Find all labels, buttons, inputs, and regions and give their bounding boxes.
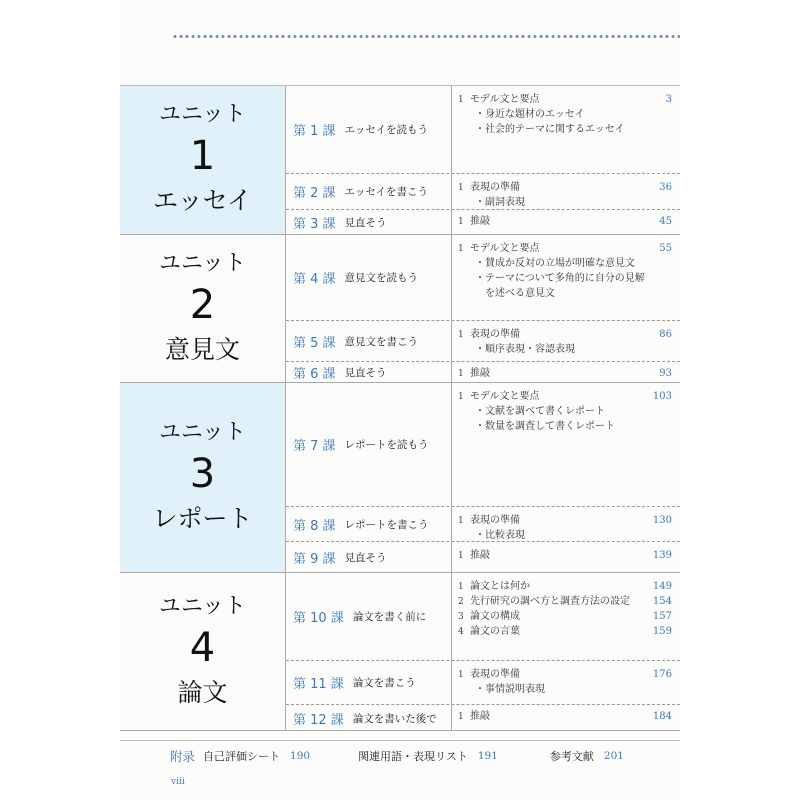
lesson-number: 第 4 課: [293, 272, 336, 287]
item-text: 推敲: [470, 216, 490, 227]
item-page-number: 159: [652, 626, 672, 637]
lesson-row[interactable]: [286, 86, 680, 174]
lesson-row[interactable]: [286, 235, 680, 321]
lesson-contents: [452, 542, 680, 573]
lesson-number: 第 12 課: [293, 712, 344, 728]
item-text: 推敲: [470, 711, 490, 722]
item-page-number: 149: [652, 581, 672, 592]
contents-item: [458, 389, 674, 404]
lesson-name: [286, 235, 452, 320]
lesson-contents: [452, 210, 680, 235]
lesson-title: 見直そう: [344, 217, 387, 229]
lesson-title: 見直そう: [344, 552, 387, 564]
unit-block: [120, 383, 680, 573]
appendix-item-title: 自己評価シート: [203, 749, 281, 763]
sub-item: ・順序表現・容認表現: [475, 344, 575, 355]
lesson-row[interactable]: [286, 362, 680, 383]
appendix-item-page: 201: [603, 749, 624, 762]
contents-item: [458, 548, 674, 563]
unit-label: [120, 383, 286, 572]
lesson-title: 論文を書く前に: [352, 611, 427, 623]
appendix-item-title: 参考文献: [549, 749, 594, 763]
item-page-number: 86: [659, 329, 672, 340]
dotted-rule: [172, 34, 680, 44]
lesson-title: エッセイを読もう: [344, 124, 429, 136]
item-number: 1: [458, 392, 464, 402]
item-page-number: 103: [652, 391, 672, 402]
lesson-contents: [452, 86, 680, 173]
contents-item: [458, 92, 674, 107]
unit-name: エッセイ: [153, 186, 252, 215]
item-page-number: 55: [659, 243, 672, 254]
lesson-number: 第 6 課: [293, 367, 336, 382]
item-number: 2: [458, 597, 464, 607]
lesson-contents: [452, 362, 680, 383]
contents-item: [458, 624, 674, 639]
lesson-contents: [452, 321, 680, 361]
lesson-number: 第 11 課: [293, 677, 344, 692]
lesson-row[interactable]: [286, 210, 680, 235]
lesson-title: レポートを読もう: [344, 439, 429, 451]
lesson-title: レポートを書こう: [344, 518, 429, 531]
item-page-number: 36: [659, 182, 672, 193]
appendix-item-title: 関連用語・表現リスト: [358, 749, 468, 763]
unit-heading: ユニット: [158, 250, 247, 276]
item-text: 論文の構成: [470, 611, 520, 622]
lesson-row[interactable]: [286, 383, 680, 507]
lesson-title: 論文を書いた後で: [352, 712, 437, 725]
sub-item: ・賛成か反対の立場が明確な意見文: [475, 258, 635, 269]
unit-name: 論文: [177, 677, 228, 707]
unit-number: 3: [189, 450, 216, 497]
item-text: モデル文と要点: [470, 391, 540, 402]
item-page-number: 176: [652, 669, 672, 680]
lesson-number: 第 8 課: [293, 518, 336, 534]
lesson-name: [286, 321, 452, 361]
item-text: 推敲: [470, 550, 490, 561]
item-number: 1: [458, 369, 464, 379]
sub-item: ・比較表現: [475, 530, 525, 541]
lesson-number: 第 3 課: [293, 217, 336, 232]
unit-block: [120, 573, 680, 731]
item-number: 1: [458, 670, 464, 680]
item-text: 表現の準備: [470, 182, 520, 193]
unit-number: 1: [189, 133, 216, 179]
item-page-number: 45: [659, 216, 672, 227]
lesson-number: 第 10 課: [293, 611, 344, 626]
contents-item: [458, 594, 674, 609]
appendix-item-page: 191: [477, 749, 498, 762]
lesson-contents: [452, 235, 680, 320]
sub-item: ・社会的テーマに関するエッセイ: [475, 124, 625, 135]
sub-item: ・文献を調べて書くレポート: [475, 406, 605, 417]
lesson-title: 意見文を書こう: [344, 335, 419, 348]
lesson-row[interactable]: [286, 705, 680, 731]
item-page-number: 184: [652, 711, 672, 722]
item-page-number: 3: [665, 94, 672, 105]
lesson-title: エッセイを書こう: [344, 186, 429, 198]
item-number: 1: [458, 183, 464, 193]
lesson-name: [286, 573, 452, 660]
lesson-number: 第 5 課: [293, 335, 336, 351]
sub-item: ・副詞表現: [475, 197, 525, 208]
unit-number: 4: [189, 624, 216, 671]
lesson-number: 第 7 課: [293, 439, 336, 454]
lesson-name: [286, 661, 452, 704]
item-text: モデル文と要点: [470, 94, 540, 105]
lesson-number: 第 2 課: [293, 186, 336, 201]
unit-label: [120, 86, 286, 234]
lesson-row[interactable]: [286, 321, 680, 362]
unit-block: [120, 86, 680, 235]
lesson-name: [286, 383, 452, 506]
contents-item: [458, 609, 674, 624]
unit-heading: ユニット: [158, 419, 247, 445]
item-number: 3: [458, 612, 464, 622]
lesson-contents: [452, 383, 680, 506]
appendix-row: [120, 740, 680, 770]
lesson-title: 論文を書こう: [352, 677, 416, 689]
item-page-number: 154: [652, 596, 672, 607]
lesson-contents: [452, 661, 680, 704]
item-number: 1: [458, 330, 464, 340]
unit-label: [120, 235, 286, 382]
lesson-contents: [452, 573, 680, 660]
contents-item: [458, 513, 674, 528]
contents-item: [458, 180, 674, 195]
item-number: 1: [458, 217, 464, 227]
lesson-name: [286, 362, 452, 383]
item-text: 表現の準備: [470, 669, 520, 680]
item-text: 推敲: [470, 368, 490, 379]
unit-heading: ユニット: [158, 593, 247, 619]
item-number: 1: [458, 95, 464, 105]
lesson-name: [286, 86, 452, 173]
item-text: モデル文と要点: [470, 243, 540, 254]
appendix-item-page: 190: [290, 749, 311, 762]
item-number: 1: [458, 244, 464, 254]
lesson-title: 見直そう: [344, 367, 387, 379]
item-page-number: 139: [652, 550, 672, 561]
lesson-number: 第 1 課: [293, 124, 336, 139]
lesson-name: [286, 507, 452, 541]
contents-item: [458, 241, 674, 256]
lesson-contents: [452, 174, 680, 209]
item-text: 先行研究の調べ方と調査方法の設定: [470, 596, 630, 607]
unit-name: 意見文: [164, 334, 240, 364]
lesson-name: [286, 174, 452, 209]
contents-item: [458, 667, 674, 682]
contents-item: [458, 366, 674, 381]
unit-heading: ユニット: [158, 102, 247, 127]
item-number: 1: [458, 516, 464, 526]
item-number: 1: [458, 712, 464, 722]
sub-item: ・身近な題材のエッセイ: [475, 109, 585, 120]
item-number: 1: [458, 551, 464, 561]
lesson-row[interactable]: [286, 542, 680, 573]
contents-item: [458, 579, 674, 594]
unit-block: [120, 235, 680, 383]
item-text: 論文の言葉: [470, 626, 520, 637]
page-number-roman: viii: [171, 777, 185, 787]
item-text: 論文とは何か: [470, 581, 530, 592]
unit-number: 2: [189, 281, 216, 328]
lesson-contents: [452, 507, 680, 541]
lesson-row[interactable]: [286, 174, 680, 210]
lesson-row[interactable]: [286, 507, 680, 542]
item-page-number: 93: [659, 368, 672, 379]
appendix-lead: 附录: [170, 748, 196, 764]
contents-item: [458, 327, 674, 342]
contents-item: [458, 214, 674, 229]
unit-label: [120, 573, 286, 730]
item-number: 1: [458, 582, 464, 592]
contents-item: [458, 709, 674, 724]
appendix-item-references[interactable]: [550, 748, 624, 764]
lesson-row[interactable]: [286, 573, 680, 661]
lesson-title: 意見文を読もう: [344, 272, 419, 284]
item-text: 表現の準備: [470, 515, 520, 526]
table-of-contents: [120, 85, 680, 728]
lesson-number: 第 9 課: [293, 552, 336, 567]
item-page-number: 157: [652, 611, 672, 622]
sub-item: ・テーマについて多角的に自分の見解: [475, 273, 645, 284]
item-number: 4: [458, 627, 464, 637]
lesson-row[interactable]: [286, 661, 680, 705]
sub-item: ・数量を調査して書くレポート: [475, 421, 615, 432]
item-page-number: 130: [652, 515, 672, 526]
unit-name: レポート: [152, 503, 253, 533]
lesson-contents: [452, 705, 680, 731]
lesson-name: [286, 705, 452, 731]
item-text: 表現の準備: [470, 329, 520, 340]
sub-item: を述べる意見文: [475, 288, 555, 299]
lesson-name: [286, 210, 452, 235]
appendix-item-self-eval[interactable]: [203, 748, 310, 764]
appendix-item-terms[interactable]: [358, 748, 498, 764]
lesson-name: [286, 542, 452, 573]
sub-item: ・事情説明表現: [475, 684, 545, 695]
